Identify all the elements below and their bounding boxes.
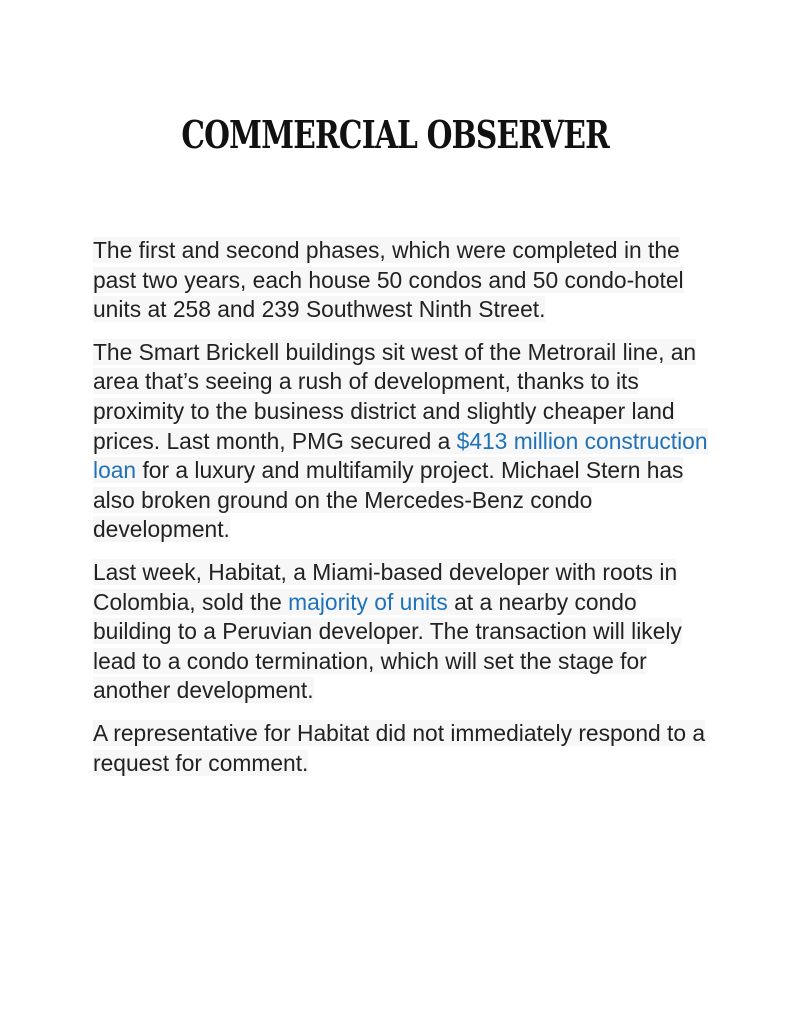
article-body bbox=[93, 236, 713, 791]
paragraph-2 bbox=[93, 338, 713, 545]
paragraph-2-text-after: for a luxury and multifamily project. Michael Stern has also broken ground on the Mercedes-Benz condo development. bbox=[93, 457, 684, 543]
masthead bbox=[0, 112, 791, 157]
majority-of-units-link[interactable]: majority of units bbox=[288, 588, 448, 615]
publication-logo: COMMERCIAL OBSERVER bbox=[181, 112, 610, 157]
paragraph-3-text-before: Last week, Habitat, a Miami-based developer with roots in Colombia, sold the bbox=[93, 558, 678, 615]
paragraph-1-text: The first and second phases, which were completed in the past two years, each house 50 condos and 50 condo-hotel units at 258 and 239 Southwest Ninth Street. bbox=[93, 237, 684, 323]
paragraph-3-text-after: at a nearby condo building to a Peruvian developer. The transaction will likely lead to a condo termination, which will set the stage for another development. bbox=[93, 588, 682, 704]
construction-loan-link[interactable]: $413 million construction loan bbox=[93, 427, 708, 484]
paragraph-3 bbox=[93, 558, 713, 706]
paragraph-1 bbox=[93, 236, 713, 325]
paragraph-4 bbox=[93, 719, 713, 778]
paragraph-4-text: A representative for Habitat did not immediately respond to a request for comment. bbox=[93, 719, 706, 776]
paragraph-2-text-before: The Smart Brickell buildings sit west of the Metrorail line, an area that’s seeing a rush of development, thanks to its proximity to the business district and slightly cheaper land prices. Last month, PMG secured a bbox=[93, 338, 697, 454]
